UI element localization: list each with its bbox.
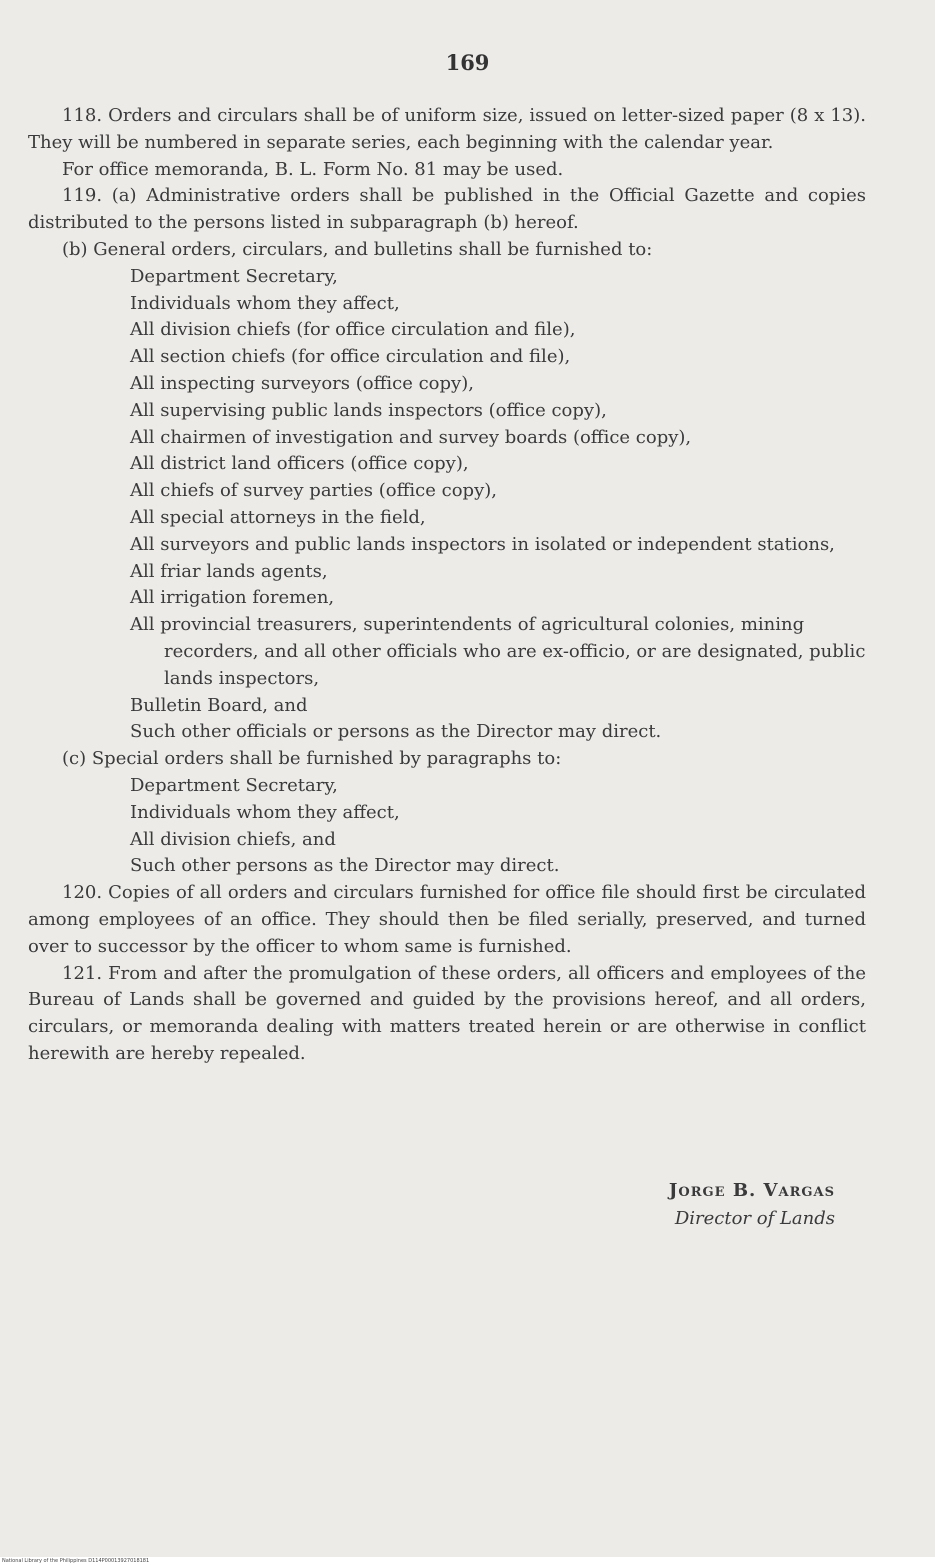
signatory-title: Director of Lands <box>674 1208 835 1229</box>
list-item: All friar lands agents, <box>130 560 328 582</box>
list-item: Individuals whom they affect, <box>130 292 400 314</box>
list-item: All division chiefs, and <box>130 828 336 850</box>
signature-block <box>669 1177 835 1233</box>
paragraph-119b-intro: (b) General orders, circulars, and bulletins shall be furnished to: <box>62 238 653 260</box>
page-number: 169 <box>445 50 490 75</box>
document-body <box>28 103 866 1068</box>
list-item: All inspecting surveyors (office copy), <box>130 372 474 394</box>
list-item: All irrigation foremen, <box>130 587 335 609</box>
list-item: Department Secretary, <box>130 265 338 287</box>
list-item: All supervising public lands inspectors (office copy), <box>130 399 607 421</box>
list-item: All chiefs of survey parties (office copy), <box>130 480 497 502</box>
paragraph-120: 120. Copies of all orders and circulars furnished for office file should first be circulated among employees of an office. They should then be filed serially, preserved, and turned over to successor by the officer to whom same is furnished. <box>28 882 866 957</box>
list-item: Individuals whom they affect, <box>130 801 400 823</box>
list-item: Such other officials or persons as the Director may direct. <box>130 721 662 743</box>
paragraph-119a: 119. (a) Administrative orders shall be published in the Official Gazette and copies distributed to the persons listed in subparagraph (b) hereof. <box>28 185 866 234</box>
distribution-list-119c <box>28 773 866 880</box>
paragraph-118: 118. Orders and circulars shall be of uniform size, issued on letter-sized paper (8 x 13). They will be numbered in separate series, each beginning with the calendar year. <box>28 105 866 153</box>
list-item: Department Secretary, <box>130 774 338 796</box>
paragraph-119c-intro: (c) Special orders shall be furnished by paragraphs to: <box>62 748 562 770</box>
paragraph-118-memo: For office memoranda, B. L. Form No. 81 may be used. <box>62 158 564 180</box>
list-item: All section chiefs (for office circulation and file), <box>130 346 571 368</box>
distribution-list-119b <box>28 264 866 746</box>
list-item: Such other persons as the Director may direct. <box>130 855 560 877</box>
paragraph-121: 121. From and after the promulgation of these orders, all officers and employees of the Bureau of Lands shall be governed and guided by the provisions hereof, and all orders, circulars, or memoranda dealing with matters treated herein or are otherwise in conflict herewith are hereby repealed. <box>28 962 866 1064</box>
list-item: All surveyors and public lands inspectors in isolated or independent stations, <box>130 533 835 555</box>
list-item: All chairmen of investigation and survey boards (office copy), <box>130 426 692 448</box>
list-item: Bulletin Board, and <box>130 694 308 716</box>
signatory-name: Jorge B. Vargas <box>668 1180 835 1201</box>
list-item: All provincial treasurers, superintendents of agricultural colonies, mining recorders, and all other officials who are ex-officio, or are designated, public lands inspectors, <box>130 614 866 689</box>
list-item: All division chiefs (for office circulation and file), <box>130 319 576 341</box>
list-item: All district land officers (office copy), <box>130 453 469 475</box>
archive-footer: National Library of the Philippines D114P00013927018181 <box>0 1557 935 1566</box>
list-item: All special attorneys in the field, <box>130 506 426 528</box>
